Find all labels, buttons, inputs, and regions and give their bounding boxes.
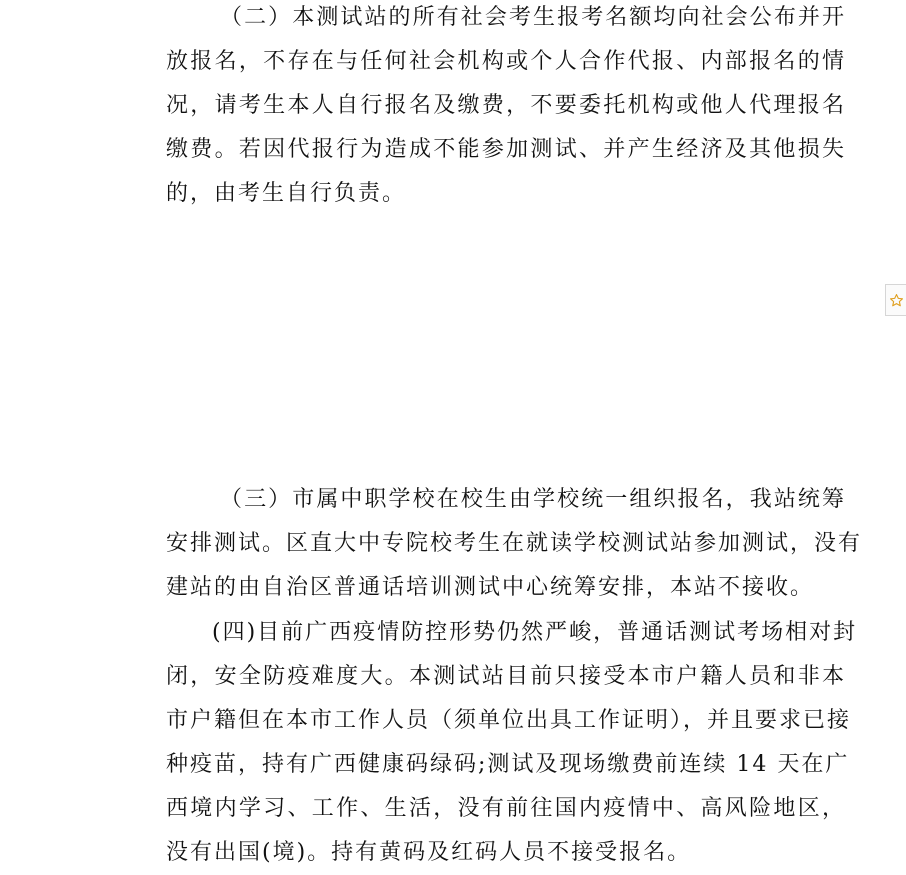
paragraph-4-line-6: 没有出国(境)。持有黄码及红码人员不接受报名。 (166, 840, 692, 865)
paragraph-4-line-4: 种疫苗，持有广西健康码绿码;测试及现场缴费前连续 14 天在广 (166, 752, 850, 777)
paragraph-4-line-3: 市户籍但在本市工作人员（须单位出具工作证明），并且要求已接 (166, 708, 852, 733)
star-outline-icon (889, 293, 904, 308)
paragraph-2-line-4: 缴费。若因代报行为造成不能参加测试、并产生经济及其他损失 (166, 137, 846, 162)
paragraph-2-line-3: 况，请考生本人自行报名及缴费，不要委托机构或他人代理报名 (166, 93, 846, 118)
favorite-star-button[interactable] (885, 284, 906, 316)
paragraph-4-line-5: 西境内学习、工作、生活，没有前往国内疫情中、高风险地区， (166, 796, 846, 821)
paragraph-2-line-5: 的，由考生自行负责。 (166, 181, 407, 206)
paragraph-2-line-2: 放报名，不存在与任何社会机构或个人合作代报、内部报名的情 (166, 49, 846, 74)
paragraph-4-line-2: 闭，安全防疫难度大。本测试站目前只接受本市户籍人员和非本 (166, 664, 846, 689)
paragraph-4-line-1: (四)目前广西疫情防控形势仍然严峻，普通话测试考场相对封 (212, 620, 858, 645)
paragraph-3-line-3: 建站的由自治区普通话培训测试中心统筹安排，本站不接收。 (166, 575, 815, 600)
paragraph-2-line-1: （二）本测试站的所有社会考生报考名额均向社会公布并开 (220, 5, 846, 30)
paragraph-3-line-2: 安排测试。区直大中专院校考生在就读学校测试站参加测试，没有 (166, 531, 863, 556)
paragraph-3-line-1: （三）市属中职学校在校生由学校统一组织报名，我站统筹 (220, 487, 846, 512)
